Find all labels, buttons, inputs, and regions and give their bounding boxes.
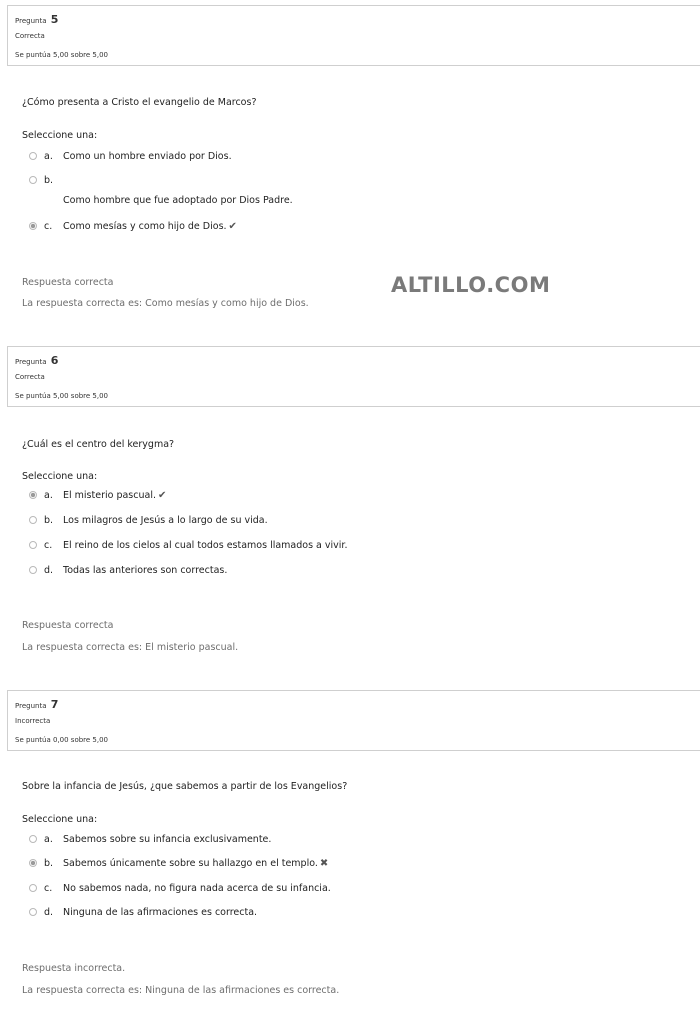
question-text: ¿Cuál es el centro del kerygma? — [22, 439, 175, 450]
select-prompt: Seleccione una: — [22, 814, 98, 825]
radio-button[interactable] — [29, 516, 37, 524]
question-number — [15, 698, 58, 711]
question-grade: Se puntúa 5,00 sobre 5,00 — [15, 392, 109, 400]
option-letter: d. — [44, 564, 54, 576]
radio-button[interactable] — [29, 884, 37, 892]
question-label: Pregunta — [15, 358, 47, 366]
feedback-status: Respuesta correcta — [22, 277, 114, 288]
radio-button-selected[interactable] — [29, 491, 37, 499]
question-info-7 — [7, 690, 700, 751]
select-prompt: Seleccione una: — [22, 130, 98, 141]
option-letter: a. — [44, 833, 53, 845]
question-info-6 — [7, 346, 700, 407]
radio-button-selected[interactable] — [29, 222, 37, 230]
option-text: Todas las anteriores son correctas. — [63, 564, 228, 576]
option-b[interactable] — [29, 856, 328, 870]
feedback-status: Respuesta incorrecta. — [22, 963, 126, 974]
option-letter: a. — [44, 489, 53, 501]
question-grade: Se puntúa 0,00 sobre 5,00 — [15, 736, 109, 744]
option-b[interactable] — [29, 513, 268, 527]
option-letter: b. — [44, 857, 54, 869]
option-text: Sabemos sobre su infancia exclusivamente. — [63, 833, 272, 845]
radio-button-selected[interactable] — [29, 859, 37, 867]
option-letter: d. — [44, 906, 54, 918]
option-letter: c. — [44, 220, 53, 232]
correct-check-icon: ✔ — [157, 489, 167, 501]
option-text: No sabemos nada, no figura nada acerca de su infancia. — [63, 882, 331, 894]
question-number-value: 6 — [50, 354, 59, 367]
option-letter: c. — [44, 539, 53, 551]
question-state: Correcta — [15, 373, 45, 381]
question-grade: Se puntúa 5,00 sobre 5,00 — [15, 51, 109, 59]
radio-button[interactable] — [29, 566, 37, 574]
radio-button[interactable] — [29, 541, 37, 549]
option-c[interactable] — [29, 538, 347, 552]
correct-check-icon: ✔ — [228, 220, 237, 232]
option-letter: c. — [44, 882, 53, 894]
select-prompt: Seleccione una: — [22, 471, 98, 482]
question-text: Sobre la infancia de Jesús, ¿que sabemos a partir de los Evangelios? — [22, 781, 348, 792]
radio-button[interactable] — [29, 835, 37, 843]
question-state: Correcta — [15, 32, 45, 40]
radio-button[interactable] — [29, 176, 37, 184]
option-b-text: Como hombre que fue adoptado por Dios Padre. — [63, 195, 293, 206]
question-number — [15, 354, 58, 367]
feedback-answer: La respuesta correcta es: Ninguna de las afirmaciones es correcta. — [22, 985, 340, 996]
radio-button[interactable] — [29, 152, 37, 160]
option-d[interactable] — [29, 905, 257, 919]
watermark: ALTILLO.COM — [391, 273, 551, 297]
question-text: ¿Cómo presenta a Cristo el evangelio de Marcos? — [22, 97, 257, 108]
question-label: Pregunta — [15, 702, 47, 710]
option-a[interactable] — [29, 832, 271, 846]
question-number-value: 5 — [50, 13, 59, 26]
option-text: Como mesías y como hijo de Dios. — [63, 220, 227, 232]
option-text: Ninguna de las afirmaciones es correcta. — [63, 906, 258, 918]
option-b[interactable] — [29, 173, 63, 187]
question-label: Pregunta — [15, 17, 47, 25]
feedback-answer: La respuesta correcta es: El misterio pascual. — [22, 642, 239, 653]
question-state: Incorrecta — [15, 717, 51, 725]
feedback-status: Respuesta correcta — [22, 620, 114, 631]
feedback-answer: La respuesta correcta es: Como mesías y como hijo de Dios. — [22, 298, 309, 309]
option-text: El misterio pascual. — [63, 489, 156, 501]
option-letter: b. — [44, 174, 54, 186]
option-text: El reino de los cielos al cual todos estamos llamados a vivir. — [63, 539, 348, 551]
incorrect-cross-icon: ✖ — [319, 857, 329, 869]
option-a[interactable] — [29, 488, 166, 502]
option-c[interactable] — [29, 881, 331, 895]
option-letter: b. — [44, 514, 54, 526]
option-letter: a. — [44, 150, 53, 162]
radio-button[interactable] — [29, 908, 37, 916]
question-number-value: 7 — [50, 698, 59, 711]
option-a[interactable] — [29, 149, 232, 163]
question-info-5 — [7, 5, 700, 66]
option-c[interactable] — [29, 219, 237, 233]
option-text: Como un hombre enviado por Dios. — [63, 150, 232, 162]
option-d[interactable] — [29, 563, 227, 577]
option-text: Sabemos únicamente sobre su hallazgo en el templo. — [63, 857, 318, 869]
option-text: Los milagros de Jesús a lo largo de su vida. — [63, 514, 268, 526]
question-number — [15, 13, 58, 26]
